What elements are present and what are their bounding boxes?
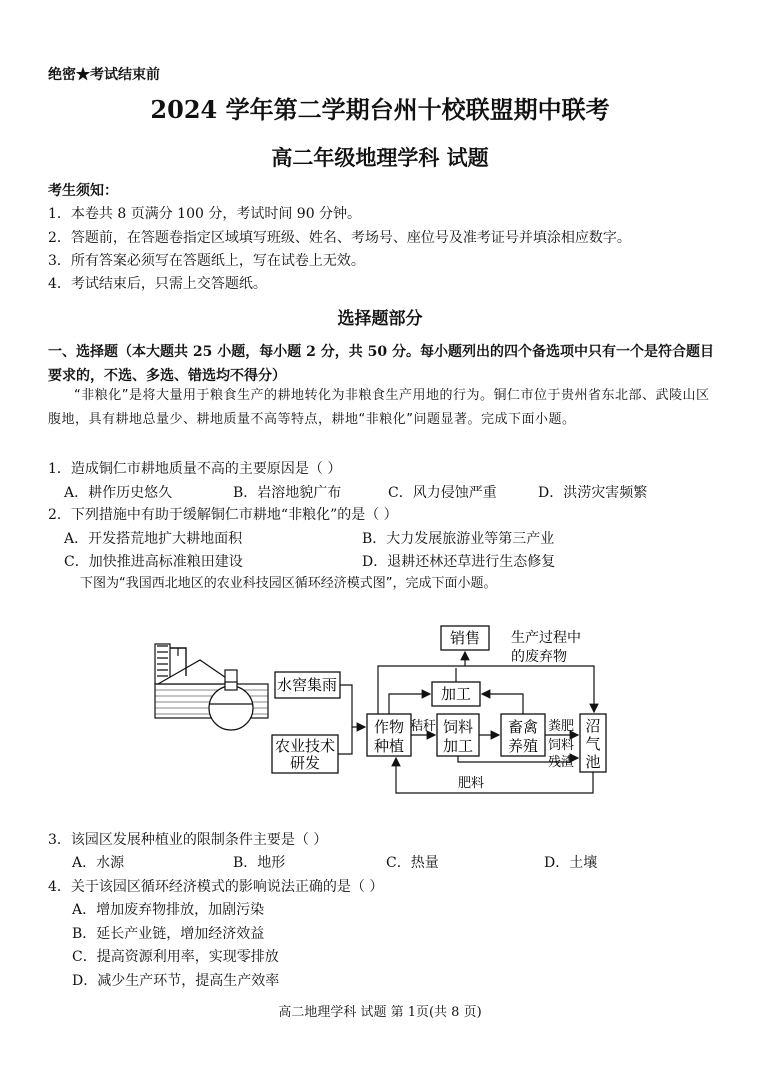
page-footer: 高二地理学科 试题 第 1页(共 8 页): [278, 1005, 482, 1020]
notice-item-4: 4．考试结束后，只需上交答题纸。: [48, 276, 267, 292]
notice-item-1: 1．本卷共 8 页满分 100 分，考试时间 90 分钟。: [48, 206, 362, 222]
part1-heading: 一、选择题（本大题共 25 小题，每小题 2 分，共 50 分。每小题列出的四个备选项中只有一个是符合题目要求的，不选、多选、错选均不得分）: [48, 344, 714, 384]
manure-label: 粪肥: [547, 719, 575, 734]
passage-2: 下图为“我国西北地区的农业科技园区循环经济模式图”，完成下面小题。: [80, 576, 497, 591]
notice-heading: 考生须知：: [48, 183, 118, 199]
water-cellar-label: 水窖集雨: [276, 676, 338, 694]
question-1-option-a: A．耕作历史悠久: [64, 485, 173, 501]
feed-processing-label-line2: 加工: [442, 737, 474, 755]
fertilizer-label: 肥料: [457, 776, 485, 791]
question-3-option-c: C．热量: [386, 855, 439, 871]
processing-label: 加工: [440, 685, 472, 703]
sales-label: 销售: [449, 629, 481, 647]
residue-label-line2: 残渣: [547, 755, 575, 770]
question-2-option-c: C．加快推进高标准粮田建设: [64, 554, 243, 570]
section-title: 选择题部分: [337, 309, 423, 329]
confidential-label: 绝密★考试结束前: [48, 67, 160, 83]
question-1-option-b: B．岩溶地貌广布: [233, 485, 342, 501]
agtech-label-line1: 农业技术: [274, 737, 336, 755]
passage-1: “非粮化”是将大量用于粮食生产的耕地转化为非粮食生产用地的行为。铜仁市位于贵州省东北部、武陵山区腹地，具有耕地总量少、耕地质量不高等特点，耕地“非粮化”问题显著。完成下面小题。: [48, 388, 710, 427]
question-4-option-d: D．减少生产环节，提高生产效率: [72, 973, 280, 989]
feed-processing-label-line1: 饲料: [442, 718, 474, 736]
question-4-option-b: B．延长产业链，增加经济效益: [72, 926, 265, 942]
question-2-stem: 2．下列措施中有助于缓解铜仁市耕地“非粮化”的是（ ）: [48, 507, 398, 523]
notice-item-3: 3．所有答案必须写在答题纸上，写在试卷上无效。: [48, 253, 365, 269]
question-1-stem: 1．造成铜仁市耕地质量不高的主要原因是（ ）: [48, 461, 342, 477]
waste-label-line1: 生产过程中: [511, 630, 581, 646]
biogas-label-2: 气: [585, 735, 601, 753]
question-2-option-b: B．大力发展旅游业等第三产业: [362, 531, 555, 547]
question-3-option-b: B．地形: [233, 855, 286, 871]
question-3-stem: 3．该园区发展种植业的限制条件主要是（ ）: [48, 832, 328, 848]
notice-item-2: 2．答题前，在答题卷指定区域填写班级、姓名、考场号、座位号及准考证号并填涂相应数字。: [48, 230, 631, 246]
question-2-option-d: D．退耕还林还草进行生态修复: [362, 554, 556, 570]
biogas-label-1: 沼: [585, 717, 601, 735]
question-3-option-a: A．水源: [72, 855, 125, 871]
question-1-option-c: C．风力侵蚀严重: [388, 485, 497, 501]
livestock-label-line2: 养殖: [507, 737, 539, 755]
question-4-option-a: A．增加废弃物排放，加剧污染: [72, 902, 265, 918]
exam-subtitle: 高二年级地理学科 试题: [271, 145, 489, 170]
question-4-stem: 4．关于该园区循环经济模式的影响说法正确的是（ ）: [48, 879, 384, 895]
livestock-label-line1: 畜禽: [507, 718, 539, 736]
biogas-label-3: 池: [585, 753, 601, 771]
question-1-option-d: D．洪涝灾害频繁: [538, 485, 648, 501]
water-cellar-illustration: [155, 644, 268, 730]
question-2-option-a: A．开发搭荒地扩大耕地面积: [64, 531, 243, 547]
straw-label: 秸秆: [409, 719, 437, 734]
exam-title: 2024 学年第二学期台州十校联盟期中联考: [150, 95, 610, 124]
question-4-option-c: C．提高资源利用率，实现零排放: [72, 949, 279, 965]
circular-economy-diagram: [0, 600, 760, 820]
question-3-option-d: D．土壤: [544, 855, 598, 871]
crop-planting-label-line2: 种植: [373, 737, 405, 755]
crop-planting-label-line1: 作物: [373, 718, 405, 736]
waste-label-line2: 的废弃物: [511, 649, 567, 665]
residue-label-line1: 饲料: [547, 738, 575, 753]
agtech-label-line2: 研发: [289, 754, 321, 772]
